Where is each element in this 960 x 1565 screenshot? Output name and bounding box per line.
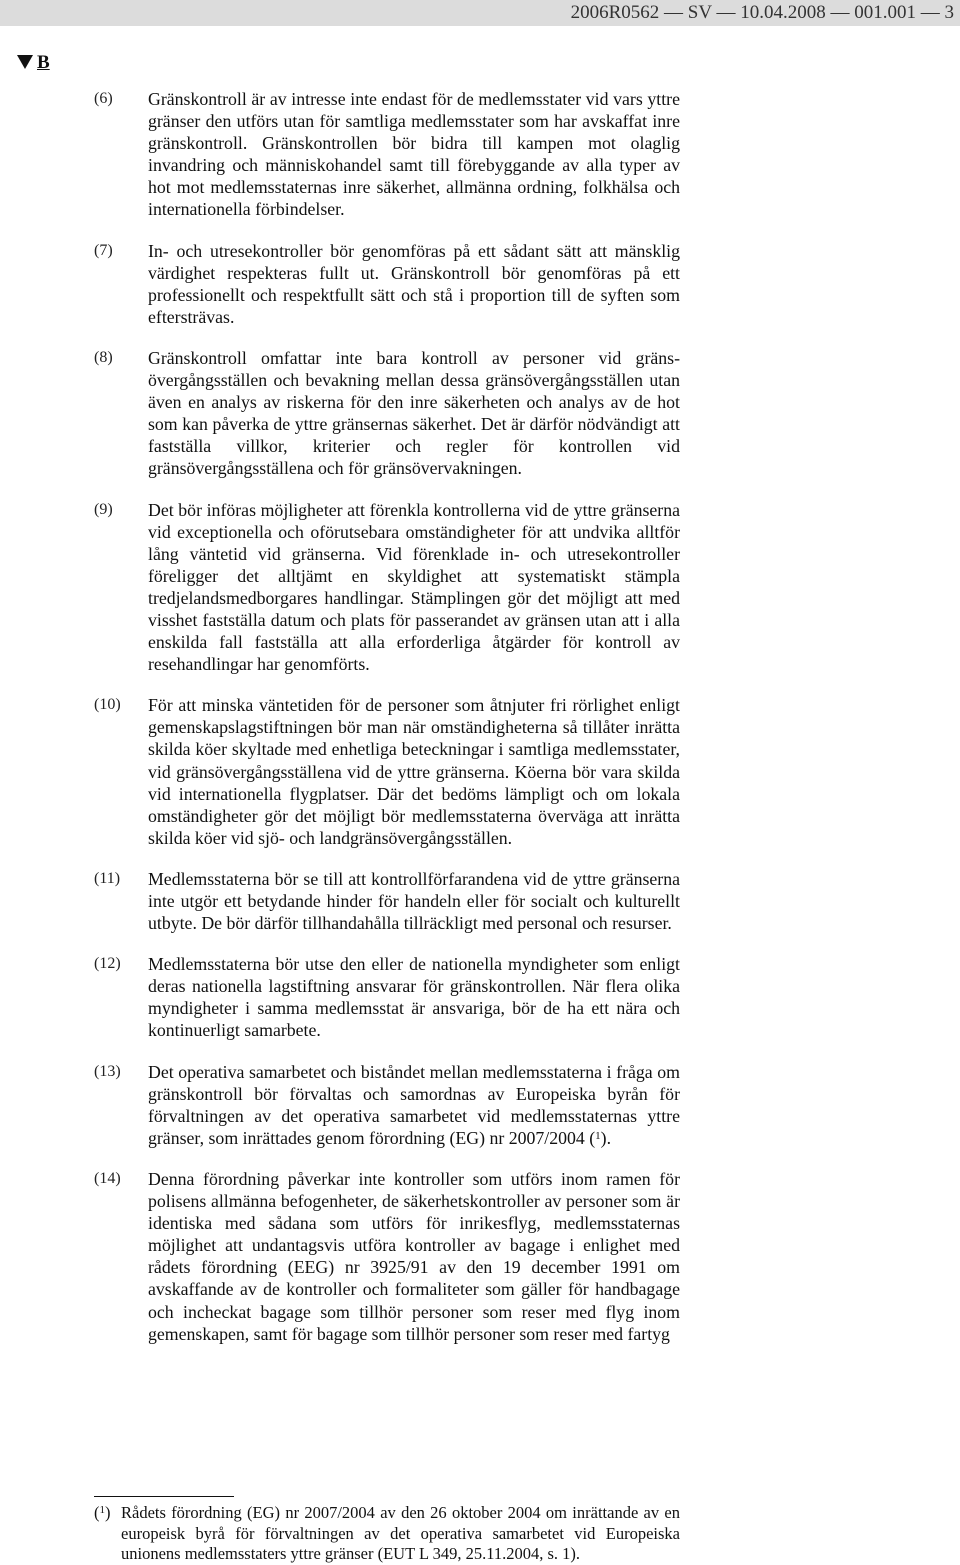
recital-9 — [94, 499, 680, 676]
recital-text: In- och utresekontroller bör genomföras på ett sådant sätt att mänsklig värdighet respekteras fullt ut. Gränskontroll bör genomföras på ett professionellt och respektfullt sätt och stå i proportion till de syften som eftersträvas. — [148, 240, 680, 327]
recital-text: Gränskontroll är av intresse inte endast för de medlemsstater vid vars yttre gränser den utförs utan för samtliga medlemsstater som har avskaffat inre gränskontroll. Gränskontrollen bör bidra till kampen mot olaglig invandring och människohandel samt till förebyggande av alla typer av hot mot medlemsstaternas inre säkerhet, allmänna ordning, folkhälsa och internationella förbindelser. — [148, 89, 680, 220]
recital-number: (8) — [94, 348, 113, 366]
recital-number: (6) — [94, 90, 113, 107]
recital-text: Det operativa samarbetet och biståndet mellan medlemsstaterna i fråga om gränskontroll bör förvaltas och samordnas av Europeiska byrån för förvaltningen av det operativa samarbetet vid medlemsstaternas yttre gränser, som inrättades genom förordning (EG) nr 2007/2004 ( — [148, 1061, 680, 1148]
recital-text-container — [148, 1061, 680, 1149]
footnote-1 — [94, 1503, 680, 1565]
recital-number: (7) — [94, 241, 113, 259]
page-header — [0, 0, 960, 26]
footnote-open-paren: ( — [94, 1503, 100, 1522]
recitals-list — [94, 88, 680, 1364]
recital-number: (13) — [94, 1062, 121, 1080]
recital-text: Medlemsstaterna bör se till att kontrollförfarandena vid de yttre gränserna inte utgör ett betydande hinder för handeln eller för socialt och kulturellt utbyte. De bör därför tillhandahålla tillräckligt med personal och resurser. — [148, 868, 680, 934]
footnote-close-paren: ) — [105, 1503, 111, 1522]
recital-text: Det bör införas möjligheter att förenkla kontrollerna vid de yttre gränserna vid exceptionella och oförutsebara omständigheter för att undvika alltför lång väntetid vid gränserna. Vid förenklade in- och utresekontroller föreligger det alltjämt en skyldighet att systematiskt stämpla tredjelandsmedborgares handlingar. Stämplingen gör det möjligt att med visshet fastställa datum och plats för passerandet av gränsen utan att i alla enskilda fall fastställa att alla erforderliga åtgärder för kontroll av resehandlingar har genomförts. — [148, 499, 680, 675]
recital-8 — [94, 347, 680, 480]
recital-number: (11) — [94, 869, 121, 887]
recital-number: (14) — [94, 1169, 121, 1187]
recital-11 — [94, 868, 680, 934]
recital-number: (12) — [94, 955, 121, 973]
footnote-divider — [94, 1496, 234, 1497]
recital-12 — [94, 953, 680, 1041]
recital-13 — [94, 1061, 680, 1149]
recital-7 — [94, 240, 680, 328]
document-reference: 2006R0562 — SV — 10.04.2008 — 001.001 — 3 — [570, 2, 954, 23]
footnote-reference[interactable]: 1 — [595, 1129, 601, 1142]
recital-text: För att minska väntetiden för de personer som åtnjuter fri rörlighet enligt gemenskapslagstiftningen bör man när omständigheterna så tillåter inrätta skilda köer skyltade med enhetliga beteckningar i samtliga medlemsstater, vid gränsövergångsställena vid de yttre gränserna. Köerna bör vara skilda vid internationella flygplatser. Där det bedöms lämpligt och om lokala omständigheter gör det möjligt bör medlemsstaterna överväga att inrätta skilda köer vid sjö- och landgränsövergångsställen. — [148, 695, 680, 848]
recital-text: Denna förordning påverkar inte kontroller som utförs inom ramen för polisens allmänna befogenheter, de säkerhetskontroller av personer som är identiska med sådana som utförs för inrikesflyg, medlemsstaternas möjlighet att undantagsvis utföra kontroller av bagage i enlighet med rådets förordning (EEG) nr 3925/91 av den 19 december 1991 om avskaffande av de kontroller och formaliteter som gäller för handbagage och incheckat bagage som tillhör personer som reser med flyg inom gemenskapen, samt för bagage som tillhör personer som reser med fartyg — [148, 1168, 680, 1344]
recital-text: Gränskontroll omfattar inte bara kontroll av personer vid gränsövergångsställen och bevakning mellan dessa gränsövergångsställen utan även en analys av riskerna för den inre säkerheten och analys av de hot som kan påverka de yttre gränsernas säkerhet. Det är därför nödvändigt att fastställa villkor, kriterier och regler för kontrollen vid gränsövergångsställena och för gränsövervakningen. — [148, 347, 680, 479]
footnote-text: Rådets förordning (EG) nr 2007/2004 av den 26 oktober 2004 om inrättande av en europeisk byrå för förvaltningen av det operativa samarbetet vid Europeiska unionens medlemsstaters yttre gränser (EUT L 349, 25.11.2004, s. 1). — [121, 1503, 680, 1563]
footnote-number: 1 — [99, 1504, 105, 1516]
footnote-marker — [94, 1503, 121, 1565]
amendment-marker — [17, 52, 50, 74]
recital-number: (9) — [94, 500, 113, 518]
recital-number: (10) — [94, 696, 121, 714]
triangle-down-icon — [17, 55, 33, 69]
amendment-marker-label: B — [37, 52, 50, 73]
recital-text: Medlemsstaterna bör utse den eller de nationella myndigheter som enligt deras nationella lagstiftning ansvarar för gränskontrollen. När flera olika myndigheter i samma medlemsstat är ansvariga, bör de ha ett nära och kontinuerligt samarbete. — [148, 954, 680, 1041]
recital-text-tail: ). — [600, 1127, 612, 1148]
recital-10 — [94, 694, 680, 849]
recital-6 — [94, 88, 680, 221]
recital-14 — [94, 1168, 680, 1345]
